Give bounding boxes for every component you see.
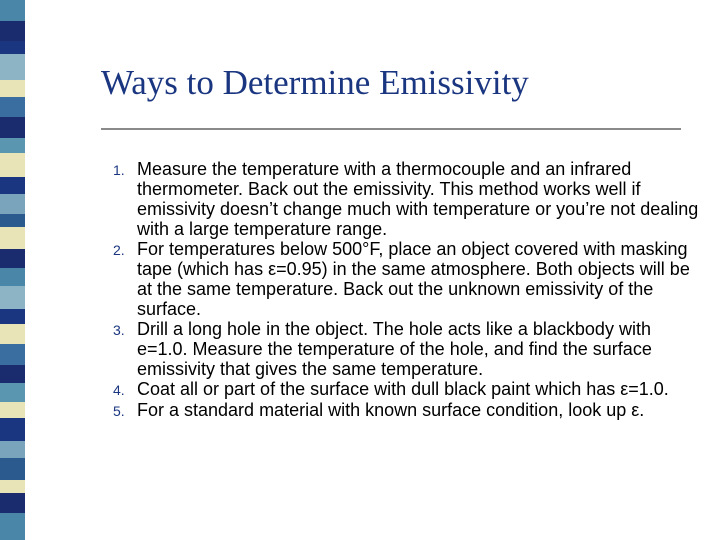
stripe-block xyxy=(0,480,25,494)
item-text: Drill a long hole in the object. The hole acts like a blackbody with e=1.0. Measure the temperature of the hole, and find the surface emissivity that gives the same temperature. xyxy=(137,319,652,379)
stripe-block xyxy=(0,177,25,194)
stripe-block xyxy=(0,21,25,40)
stripe-block xyxy=(0,249,25,268)
stripe-block xyxy=(0,309,25,325)
stripe-block xyxy=(0,513,25,540)
stripe-block xyxy=(0,0,25,21)
item-text: Coat all or part of the surface with dull black paint which has ε=1.0. xyxy=(137,379,669,399)
stripe-block xyxy=(0,286,25,309)
stripe-block xyxy=(0,441,25,458)
stripe-block xyxy=(0,402,25,418)
item-number: 5. xyxy=(113,403,125,419)
stripe-block xyxy=(0,138,25,154)
stripe-block xyxy=(0,493,25,512)
slide-title: Ways to Determine Emissivity xyxy=(101,63,529,102)
stripe-block xyxy=(0,344,25,365)
item-number: 1. xyxy=(113,162,125,178)
stripe-block xyxy=(0,365,25,382)
stripe-block xyxy=(0,41,25,55)
stripe-block xyxy=(0,80,25,97)
list-item xyxy=(113,379,703,400)
item-number: 4. xyxy=(113,382,125,398)
stripe-block xyxy=(0,268,25,285)
stripe-block xyxy=(0,324,25,343)
list-item xyxy=(113,239,703,319)
stripe-block xyxy=(0,54,25,79)
decorative-stripe xyxy=(0,0,25,540)
item-text: For a standard material with known surface condition, look up ε. xyxy=(137,400,645,420)
list-item xyxy=(113,319,703,379)
stripe-block xyxy=(0,418,25,441)
stripe-block xyxy=(0,458,25,479)
item-number: 3. xyxy=(113,322,125,338)
stripe-block xyxy=(0,117,25,138)
title-divider xyxy=(101,128,681,130)
method-list xyxy=(113,159,703,421)
item-number: 2. xyxy=(113,242,125,258)
item-text: Measure the temperature with a thermocouple and an infrared thermometer. Back out the emissivity. This method works well if emissivity doesn’t change much with temperature or you’re not dealing with a large temperature range. xyxy=(137,159,699,239)
list-item xyxy=(113,400,703,421)
stripe-block xyxy=(0,97,25,116)
item-text: For temperatures below 500°F, place an object covered with masking tape (which has ε=0.95) in the same atmosphere. Both objects will be at the same temperature. Back out the unknown emissivity of the surface. xyxy=(137,239,690,319)
stripe-block xyxy=(0,194,25,213)
stripe-block xyxy=(0,383,25,402)
stripe-block xyxy=(0,153,25,176)
stripe-block xyxy=(0,227,25,248)
list-item xyxy=(113,159,703,239)
stripe-block xyxy=(0,214,25,228)
